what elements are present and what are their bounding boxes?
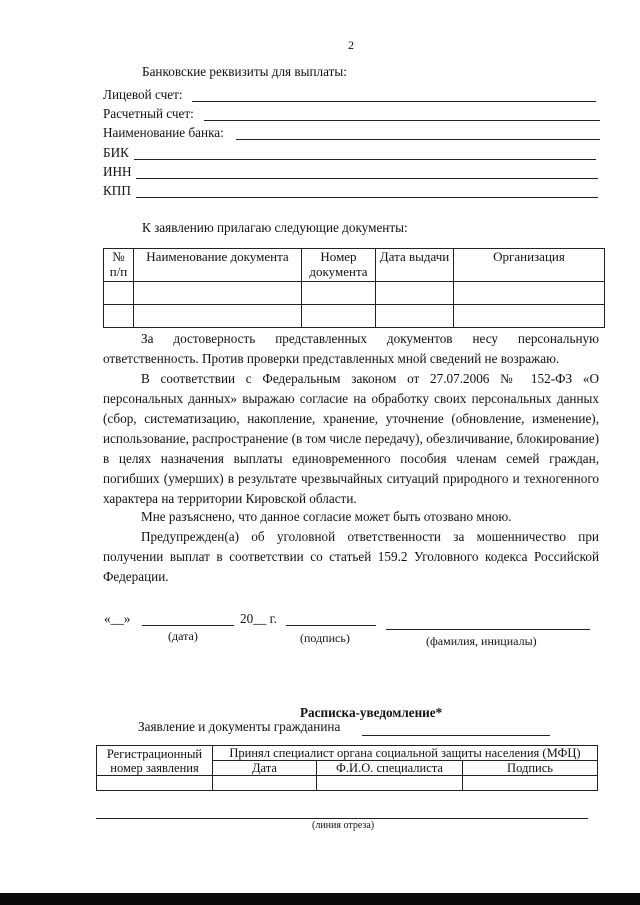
settlement-account-line bbox=[204, 120, 600, 121]
date-year-field: 20__ г. bbox=[240, 611, 277, 626]
cut-line bbox=[96, 818, 588, 819]
personal-account-line bbox=[192, 101, 596, 102]
kpp-line bbox=[136, 197, 598, 198]
table-cell[interactable] bbox=[463, 776, 598, 791]
responsibility-paragraph: За достоверность представленных документов несу персональную ответственность. Против проверки представленных мной сведений не возражаю. bbox=[103, 331, 599, 366]
receipt-table bbox=[96, 745, 598, 791]
table-cell[interactable] bbox=[134, 282, 302, 305]
table-cell[interactable] bbox=[97, 776, 213, 791]
bank-details-heading: Банковские реквизиты для выплаты: bbox=[142, 64, 347, 79]
col-number-header: № п/п bbox=[104, 249, 134, 282]
bank-name-label: Наименование банка: bbox=[103, 125, 224, 140]
inn-line bbox=[136, 178, 598, 179]
full-name-line bbox=[386, 629, 590, 630]
applicant-name-line bbox=[362, 735, 550, 736]
col-doc-name-header: Наименование документа bbox=[134, 249, 302, 282]
table-cell[interactable] bbox=[376, 305, 454, 328]
receipt-title: Расписка-уведомление* bbox=[300, 705, 443, 720]
settlement-account-label: Расчетный счет: bbox=[103, 106, 194, 121]
consent-paragraph: В соответствии с Федеральным законом от 27.07.2006 № 152-ФЗ «О персональных данных» выражаю согласие на обработку своих персональных данных (сбор, систематизацию, накопление, хранение, уточнение (обновление, изменение), использование, распространение (в том числе передачу), обезличивание, блокирование) в целях назначения выплаты единовременного пособия членам семей граждан, погибших (умерших) в результате чрезвычайных ситуаций природного и техногенного характера на территории Кировской области. bbox=[103, 371, 599, 506]
bik-line bbox=[134, 159, 596, 160]
bik-label: БИК bbox=[103, 145, 129, 160]
attached-documents-heading: К заявлению прилагаю следующие документы: bbox=[142, 220, 408, 235]
bank-name-line bbox=[236, 139, 600, 140]
warning-paragraph: Предупрежден(а) об уголовной ответственности за мошенничество при получении выплат в соответствии со статьей 159.2 Уголовного кодекса Российской Федерации. bbox=[103, 529, 599, 584]
table-cell[interactable] bbox=[104, 282, 134, 305]
date-month-line bbox=[142, 625, 234, 626]
col-doc-number-header: Номер документа bbox=[302, 249, 376, 282]
full-name-caption: (фамилия, инициалы) bbox=[426, 634, 537, 648]
table-cell[interactable] bbox=[134, 305, 302, 328]
cut-line-caption: (линия отреза) bbox=[312, 820, 375, 831]
signature-caption: (подпись) bbox=[300, 631, 350, 645]
table-row bbox=[104, 305, 605, 328]
receipt-subtitle: Заявление и документы гражданина bbox=[138, 719, 341, 734]
personal-account-label: Лицевой счет: bbox=[103, 87, 183, 102]
table-cell[interactable] bbox=[302, 282, 376, 305]
accepted-by-header: Принял специалист органа социальной защиты населения (МФЦ) bbox=[213, 746, 598, 761]
scan-edge-bar bbox=[0, 893, 640, 905]
table-cell[interactable] bbox=[454, 305, 605, 328]
table-cell[interactable] bbox=[104, 305, 134, 328]
receipt-fill-row bbox=[97, 776, 598, 791]
kpp-label: КПП bbox=[103, 183, 131, 198]
table-cell[interactable] bbox=[317, 776, 463, 791]
col-issue-date-header: Дата выдачи bbox=[376, 249, 454, 282]
receipt-signature-header: Подпись bbox=[463, 761, 598, 776]
receipt-header-row bbox=[97, 746, 598, 761]
registration-number-header: Регистрационный номер заявления bbox=[97, 746, 213, 776]
specialist-name-header: Ф.И.О. специалиста bbox=[317, 761, 463, 776]
page-number: 2 bbox=[348, 38, 354, 52]
date-caption: (дата) bbox=[168, 629, 198, 643]
table-cell[interactable] bbox=[213, 776, 317, 791]
receipt-date-header: Дата bbox=[213, 761, 317, 776]
documents-table bbox=[103, 248, 605, 328]
col-organization-header: Организация bbox=[454, 249, 605, 282]
table-cell[interactable] bbox=[376, 282, 454, 305]
table-header-row bbox=[104, 249, 605, 282]
table-cell[interactable] bbox=[302, 305, 376, 328]
inn-label: ИНН bbox=[103, 164, 132, 179]
table-cell[interactable] bbox=[454, 282, 605, 305]
table-row bbox=[104, 282, 605, 305]
date-day-field: «__» bbox=[104, 611, 131, 626]
signature-line bbox=[286, 625, 376, 626]
revocation-paragraph: Мне разъяснено, что данное согласие может быть отозвано мною. bbox=[141, 509, 512, 524]
